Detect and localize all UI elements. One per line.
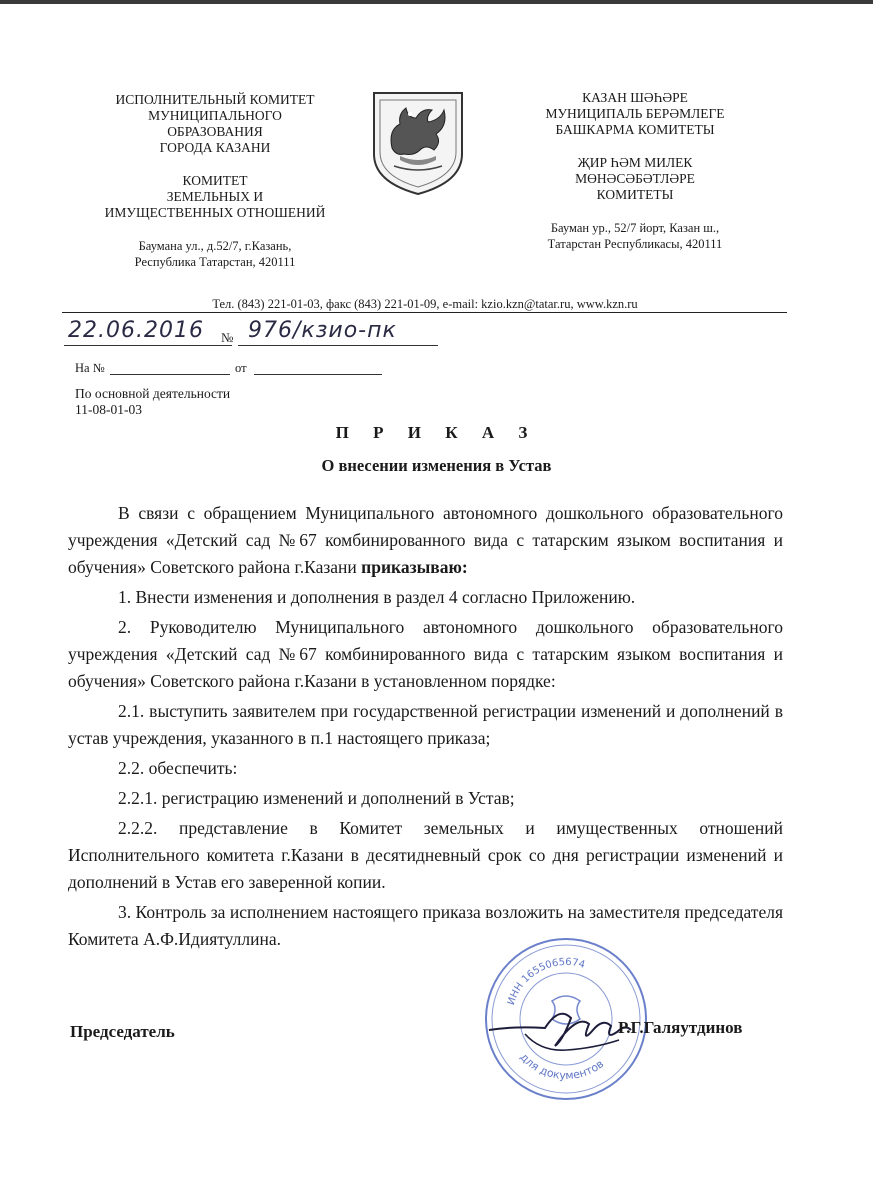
header-left-address: Республика Татарстан, 420111 (134, 255, 296, 269)
handwritten-number: 976/кзио-пк (248, 318, 397, 343)
header-divider (62, 312, 787, 313)
scan-top-edge (0, 0, 873, 4)
paragraph-text: В связи с обращением Муниципального автономного дошкольного образовательного учреждения «Детский сад №67 комбинированного вида с татарским языком воспитания и обучения» Советского района г.Казани (68, 503, 783, 577)
kazan-coat-of-arms-icon (370, 90, 466, 196)
header-left-line: ГОРОДА КАЗАНИ (159, 140, 271, 155)
date-underline (64, 345, 232, 346)
header-right (505, 90, 765, 252)
body-paragraph: 2. Руководителю Муниципального автономного дошкольного образовательного учреждения «Детский сад №67 комбинированного вида с татарским языком воспитания и обучения» Советского района г.Казани в установленном порядке: (68, 617, 783, 691)
reference-line (75, 361, 105, 376)
ref-from-blank (254, 374, 382, 375)
handwritten-signature (485, 1000, 635, 1058)
header-left (70, 92, 360, 270)
handwritten-date: 22.06.2016 (68, 318, 204, 343)
body-paragraph: 2.2.1. регистрацию изменений и дополнений в Устав; (118, 788, 515, 808)
header-right-line: БАШКАРМА КОМИТЕТЫ (555, 122, 715, 137)
body-paragraph: 2.2.2. представление в Комитет земельных и имущественных отношений Исполнительного комитета г.Казани в десятидневный срок со дня регистрации изменений и дополнений в Устав его заверенной копии. (68, 818, 783, 892)
body-paragraph: 2.2. обеспечить: (118, 758, 238, 778)
body-paragraph: 1. Внести изменения и дополнения в раздел 4 согласно Приложению. (118, 587, 636, 607)
contact-line: Тел. (843) 221-01-03, факс (843) 221-01-09, e-mail: kzio.kzn@tatar.ru, www.kzn.ru (212, 297, 638, 311)
signatory-position: Председатель (70, 1022, 175, 1041)
stamp-inn: ИНН 1655065674 (505, 956, 587, 1007)
header-left-address: Баумана ул., д.52/7, г.Казань, (138, 239, 292, 253)
order-keyword: приказываю: (361, 557, 468, 577)
header-right-line: МӨНӘСӘБӘТЛӘРЕ (575, 171, 695, 186)
document-subject: О внесении изменения в Устав (321, 456, 552, 475)
header-right-address: Бауман ур., 52/7 йорт, Казан ш., (550, 221, 720, 235)
body-paragraph: 2.1. выступить заявителем при государственной регистрации изменений и дополнений в устав учреждения, указанного в п.1 настоящего приказа; (68, 701, 783, 748)
activity-code (75, 386, 230, 418)
stamp-bottom-text: для документов (517, 1050, 607, 1083)
header-right-line: КАЗАН ШӘҺӘРЕ (582, 90, 688, 105)
document-title: П Р И К А З (335, 423, 538, 442)
header-left-line: КОМИТЕТ (182, 173, 248, 188)
ref-no-blank (110, 374, 230, 375)
activity-line: 11-08-01-03 (75, 402, 142, 417)
body-paragraph: 3. Контроль за исполнением настоящего приказа возложить на заместителя председателя Комитета А.Ф.Идиятуллина. (68, 902, 783, 949)
header-left-line: ОБРАЗОВАНИЯ (167, 124, 263, 139)
header-left-line: ИСПОЛНИТЕЛЬНЫЙ КОМИТЕТ (115, 92, 315, 107)
header-left-line: ЗЕМЕЛЬНЫХ И (166, 189, 264, 204)
number-underline (238, 345, 438, 346)
header-right-address: Татарстан Республикасы, 420111 (547, 237, 723, 251)
header-right-line: МУНИЦИПАЛЬ БЕРӘМЛЕГЕ (545, 106, 725, 121)
signatory-name: Р.Г.Галяутдинов (618, 1018, 743, 1037)
ref-no-label: На № (75, 361, 105, 375)
header-left-line: ИМУЩЕСТВЕННЫХ ОТНОШЕНИЙ (104, 205, 326, 220)
header-left-line: МУНИЦИПАЛЬНОГО (148, 108, 282, 123)
header-right-line: КОМИТЕТЫ (596, 187, 674, 202)
number-sign: № (221, 330, 234, 345)
body-paragraph (68, 500, 783, 581)
header-right-line: ҖИР ҺӘМ МИЛЕК (577, 155, 693, 170)
ref-from-label: от (235, 361, 247, 375)
activity-line: По основной деятельности (75, 386, 231, 401)
document-body (68, 500, 783, 956)
